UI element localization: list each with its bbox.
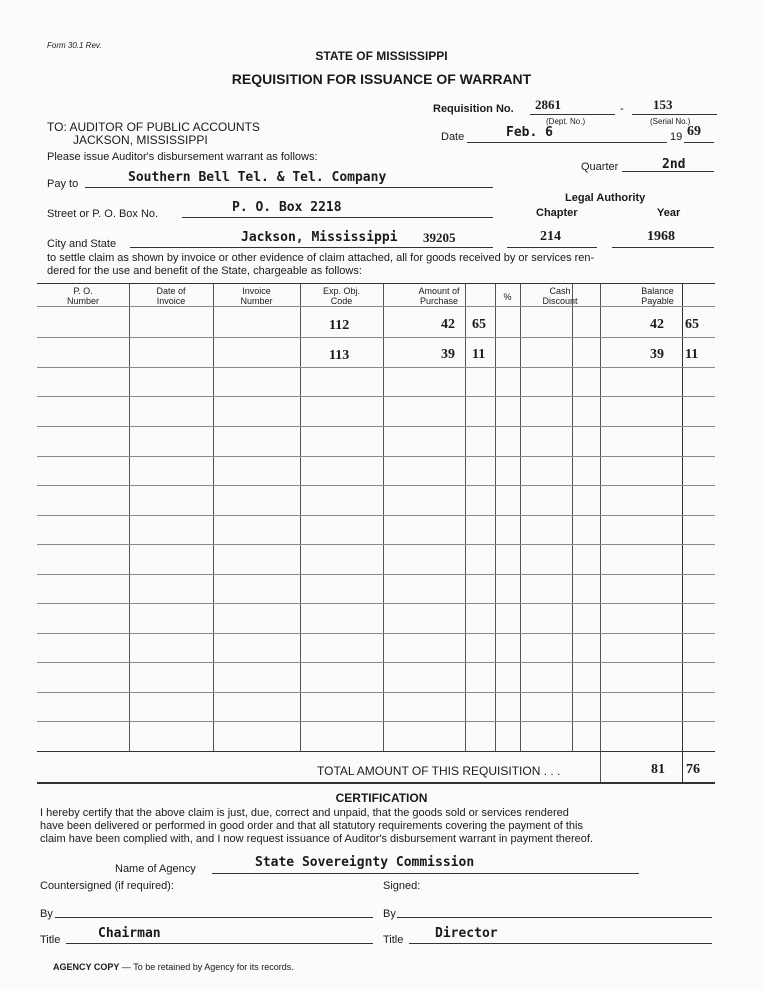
please-issue: Please issue Auditor's disbursement warrant as follows: [47, 151, 318, 163]
pay-to-value: Southern Bell Tel. & Tel. Company [128, 170, 387, 185]
form-title: REQUISITION FOR ISSUANCE OF WARRANT [231, 71, 532, 87]
serial-no-caption: (Serial No.) [650, 117, 691, 126]
header-exp-obj-code: Exp. Obj. Code [322, 286, 360, 306]
by-label-left: By [40, 908, 53, 920]
chapter-label: Chapter [536, 207, 578, 219]
row-divider [37, 721, 715, 722]
col-divider [129, 284, 130, 752]
title-value-right: Director [435, 926, 498, 941]
header-po-number: P. O. Number [66, 286, 99, 306]
pay-to-line [85, 187, 493, 188]
row-divider [37, 603, 715, 604]
row2-balance-dollars: 39 [650, 347, 664, 362]
row1-amount-dollars: 42 [441, 317, 455, 332]
col-divider [495, 284, 496, 752]
settle-text-2: dered for the use and benefit of the State, chargeable as follows: [47, 265, 362, 277]
to-line2: JACKSON, MISSISSIPPI [73, 133, 208, 147]
col-divider [572, 284, 573, 752]
footer-note [53, 962, 294, 972]
total-dollars: 81 [651, 762, 665, 777]
total-label: TOTAL AMOUNT OF THIS REQUISITION . . . [317, 764, 561, 778]
col-divider [520, 284, 521, 752]
row2-amount-cents: 11 [472, 347, 486, 362]
col-divider [682, 284, 683, 752]
certification-line-2: have been delivered or performed in good order and that all statutory requirements covering the payment of this [40, 820, 583, 832]
claims-table [37, 283, 715, 752]
row-divider [37, 306, 715, 307]
row-divider [37, 662, 715, 663]
row1-balance-cents: 65 [685, 317, 699, 332]
street-label: Street or P. O. Box No. [47, 208, 159, 220]
col-divider [600, 284, 601, 752]
title-label-right: Title [383, 934, 404, 946]
row-divider [37, 751, 715, 752]
certification-line-3: claim have been complied with, and I now request issuance of Auditor's disbursement warrant in payment thereof. [40, 833, 594, 845]
agency-value: State Sovereignty Commission [255, 855, 475, 870]
city-label: City and State [47, 238, 117, 250]
row-divider [37, 367, 715, 368]
row1-exp-code: 112 [329, 318, 350, 333]
to-line1: TO: AUDITOR OF PUBLIC ACCOUNTS [47, 120, 260, 134]
dept-no-caption: (Dept. No.) [546, 117, 586, 126]
title-label-left: Title [40, 934, 61, 946]
year-prefix: 19 [670, 131, 683, 143]
serial-no-line [632, 114, 717, 115]
footer-bold: AGENCY COPY [53, 962, 120, 972]
title-line-right [409, 943, 712, 944]
year-label: Year [657, 207, 681, 219]
city-value: Jackson, Mississippi [241, 230, 398, 245]
row-divider [37, 337, 715, 338]
total-divider [600, 752, 602, 782]
settle-text-1: to settle claim as shown by invoice or other evidence of claim attached, all for goods received by or services ren- [47, 252, 595, 264]
street-value: P. O. Box 2218 [232, 200, 342, 215]
year-suffix: 69 [687, 124, 701, 139]
total-cents: 76 [686, 762, 700, 777]
row2-exp-code: 113 [329, 348, 350, 363]
street-line [182, 217, 493, 218]
row1-balance-dollars: 42 [650, 317, 664, 332]
row2-amount-dollars: 39 [441, 347, 455, 362]
total-underline [37, 782, 715, 784]
row-divider [37, 574, 715, 575]
title-value-left: Chairman [98, 926, 161, 941]
header-balance-payable: Balance Payable [641, 286, 674, 306]
by-line-right [397, 917, 712, 918]
quarter-label: Quarter [581, 161, 619, 173]
row-divider [37, 515, 715, 516]
header-percent: % [503, 292, 512, 302]
year-line [684, 142, 714, 143]
pay-to-label: Pay to [47, 178, 79, 190]
chapter-line [507, 247, 597, 248]
row1-amount-cents: 65 [472, 317, 486, 332]
chapter-value: 214 [540, 229, 561, 244]
row-divider [37, 544, 715, 545]
row-divider [37, 692, 715, 693]
date-line [467, 142, 667, 143]
header-cash-discount: Cash Discount [542, 286, 578, 306]
col-divider [300, 284, 301, 752]
state-heading: STATE OF MISSISSIPPI [315, 49, 448, 63]
agency-label: Name of Agency [115, 863, 196, 875]
city-line [130, 247, 493, 248]
row-divider [37, 426, 715, 427]
zip-value: 39205 [423, 230, 456, 245]
countersigned-label: Countersigned (if required): [40, 880, 174, 892]
row-divider [37, 456, 715, 457]
by-label-right: By [383, 908, 396, 920]
title-line-left [66, 943, 373, 944]
date-label: Date [441, 131, 465, 143]
legal-authority-label: Legal Authority [565, 192, 646, 204]
col-divider [383, 284, 384, 752]
quarter-value: 2nd [662, 157, 686, 172]
row-divider [37, 485, 715, 486]
date-value: Feb. 6 [506, 125, 553, 140]
footer-text: — To be retained by Agency for its records. [119, 962, 294, 972]
header-amount-of-purchase: Amount of Purchase [418, 286, 460, 306]
header-invoice-number: Invoice Number [240, 286, 273, 306]
header-date-of-invoice: Date of Invoice [156, 286, 186, 306]
row2-balance-cents: 11 [685, 347, 699, 362]
legal-year-value: 1968 [647, 229, 675, 244]
dept-no-line [530, 114, 615, 115]
by-line-left [55, 917, 373, 918]
serial-no-value: 153 [653, 97, 673, 112]
col-divider [213, 284, 214, 752]
row-divider [37, 396, 715, 397]
agency-line [212, 873, 639, 874]
total-divider [682, 752, 684, 782]
dept-no-value: 2861 [535, 97, 561, 112]
signed-label: Signed: [383, 880, 421, 892]
certification-heading: CERTIFICATION [335, 791, 428, 805]
dash: - [620, 103, 624, 115]
requisition-label: Requisition No. [433, 103, 514, 115]
legal-year-line [612, 247, 714, 248]
col-divider [465, 284, 466, 752]
form-number: Form 30.1 Rev. [47, 41, 102, 50]
certification-line-1: I hereby certify that the above claim is just, due, correct and unpaid, that the goods sold or services rendered [40, 807, 569, 819]
row-divider [37, 633, 715, 634]
